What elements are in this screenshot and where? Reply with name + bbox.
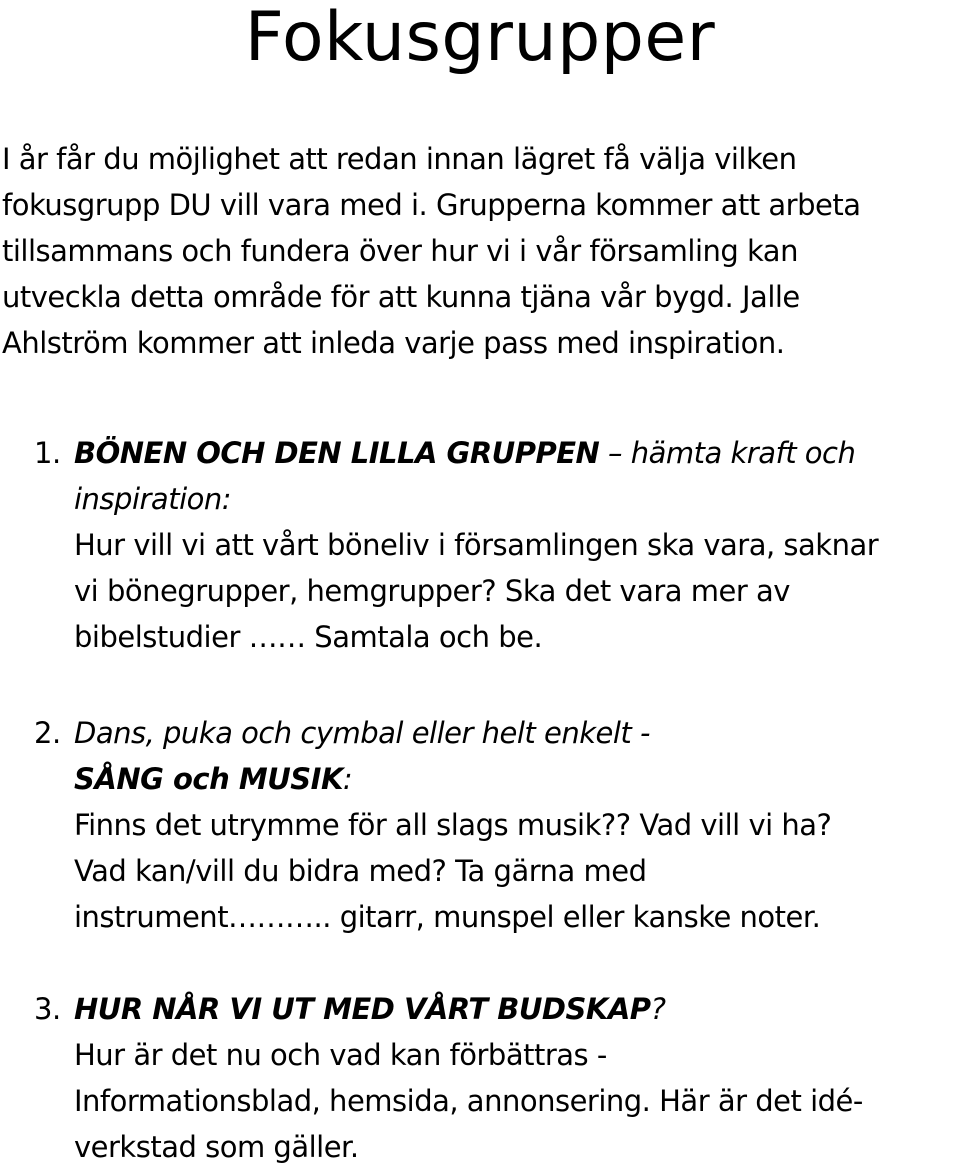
intro-line: tillsammans och fundera över hur vi i vår församling kan: [2, 234, 798, 268]
focus-group-3: [34, 986, 959, 1170]
intro-line: fokusgrupp DU vill vara med i. Grupperna kommer att arbeta: [2, 188, 861, 222]
focus-group-body-line: Hur vill vi att vårt böneliv i församlingen ska vara, saknar: [74, 528, 879, 562]
focus-group-heading-line: [34, 986, 959, 1032]
intro-line: utveckla detta område för att kunna tjäna vår bygd. Jalle: [2, 280, 800, 314]
focus-group-body-line: verkstad som gäller.: [74, 1130, 359, 1164]
intro-line: Ahlström kommer att inleda varje pass med inspiration.: [2, 326, 785, 360]
focus-group-body-line: Finns det utrymme för all slags musik?? Vad vill vi ha?: [74, 808, 832, 842]
focus-group-title-suffix: ?: [650, 992, 666, 1026]
focus-group-2: [34, 710, 959, 940]
focus-group-title-suffix: :: [342, 762, 353, 796]
page-title: Fokusgrupper: [244, 0, 716, 77]
focus-group-subtitle: – hämta kraft och: [599, 436, 856, 470]
list-number: 3.: [34, 992, 61, 1026]
focus-group-body-line: Informationsblad, hemsida, annonsering. Här är det idé-: [74, 1084, 863, 1118]
focus-group-heading-line: [34, 710, 959, 756]
focus-group-subtitle: Dans, puka och cymbal eller helt enkelt -: [74, 716, 650, 750]
focus-group-title: HUR NÅR VI UT MED VÅRT BUDSKAP: [74, 992, 651, 1026]
focus-group-body-line: instrument……….. gitarr, munspel eller kanske noter.: [74, 900, 821, 934]
focus-group-title-line: [34, 756, 959, 802]
list-number: 1.: [34, 436, 61, 470]
focus-group-title: BÖNEN OCH DEN LILLA GRUPPEN: [74, 436, 600, 470]
list-number: 2.: [34, 716, 61, 750]
focus-group-body-line: bibelstudier …… Samtala och be.: [74, 620, 543, 654]
focus-group-heading-line: [34, 430, 959, 476]
focus-group-body-line: Hur är det nu och vad kan förbättras -: [74, 1038, 607, 1072]
focus-group-title: SÅNG och MUSIK: [74, 762, 343, 796]
intro-paragraph: [2, 136, 957, 366]
focus-group-body-line: vi bönegrupper, hemgrupper? Ska det vara mer av: [74, 574, 790, 608]
focus-group-subtitle-cont: inspiration:: [74, 482, 232, 516]
focus-group-body-line: Vad kan/vill du bidra med? Ta gärna med: [74, 854, 647, 888]
focus-group-1: [34, 430, 959, 660]
intro-line: I år får du möjlighet att redan innan lägret få välja vilken: [2, 142, 797, 176]
